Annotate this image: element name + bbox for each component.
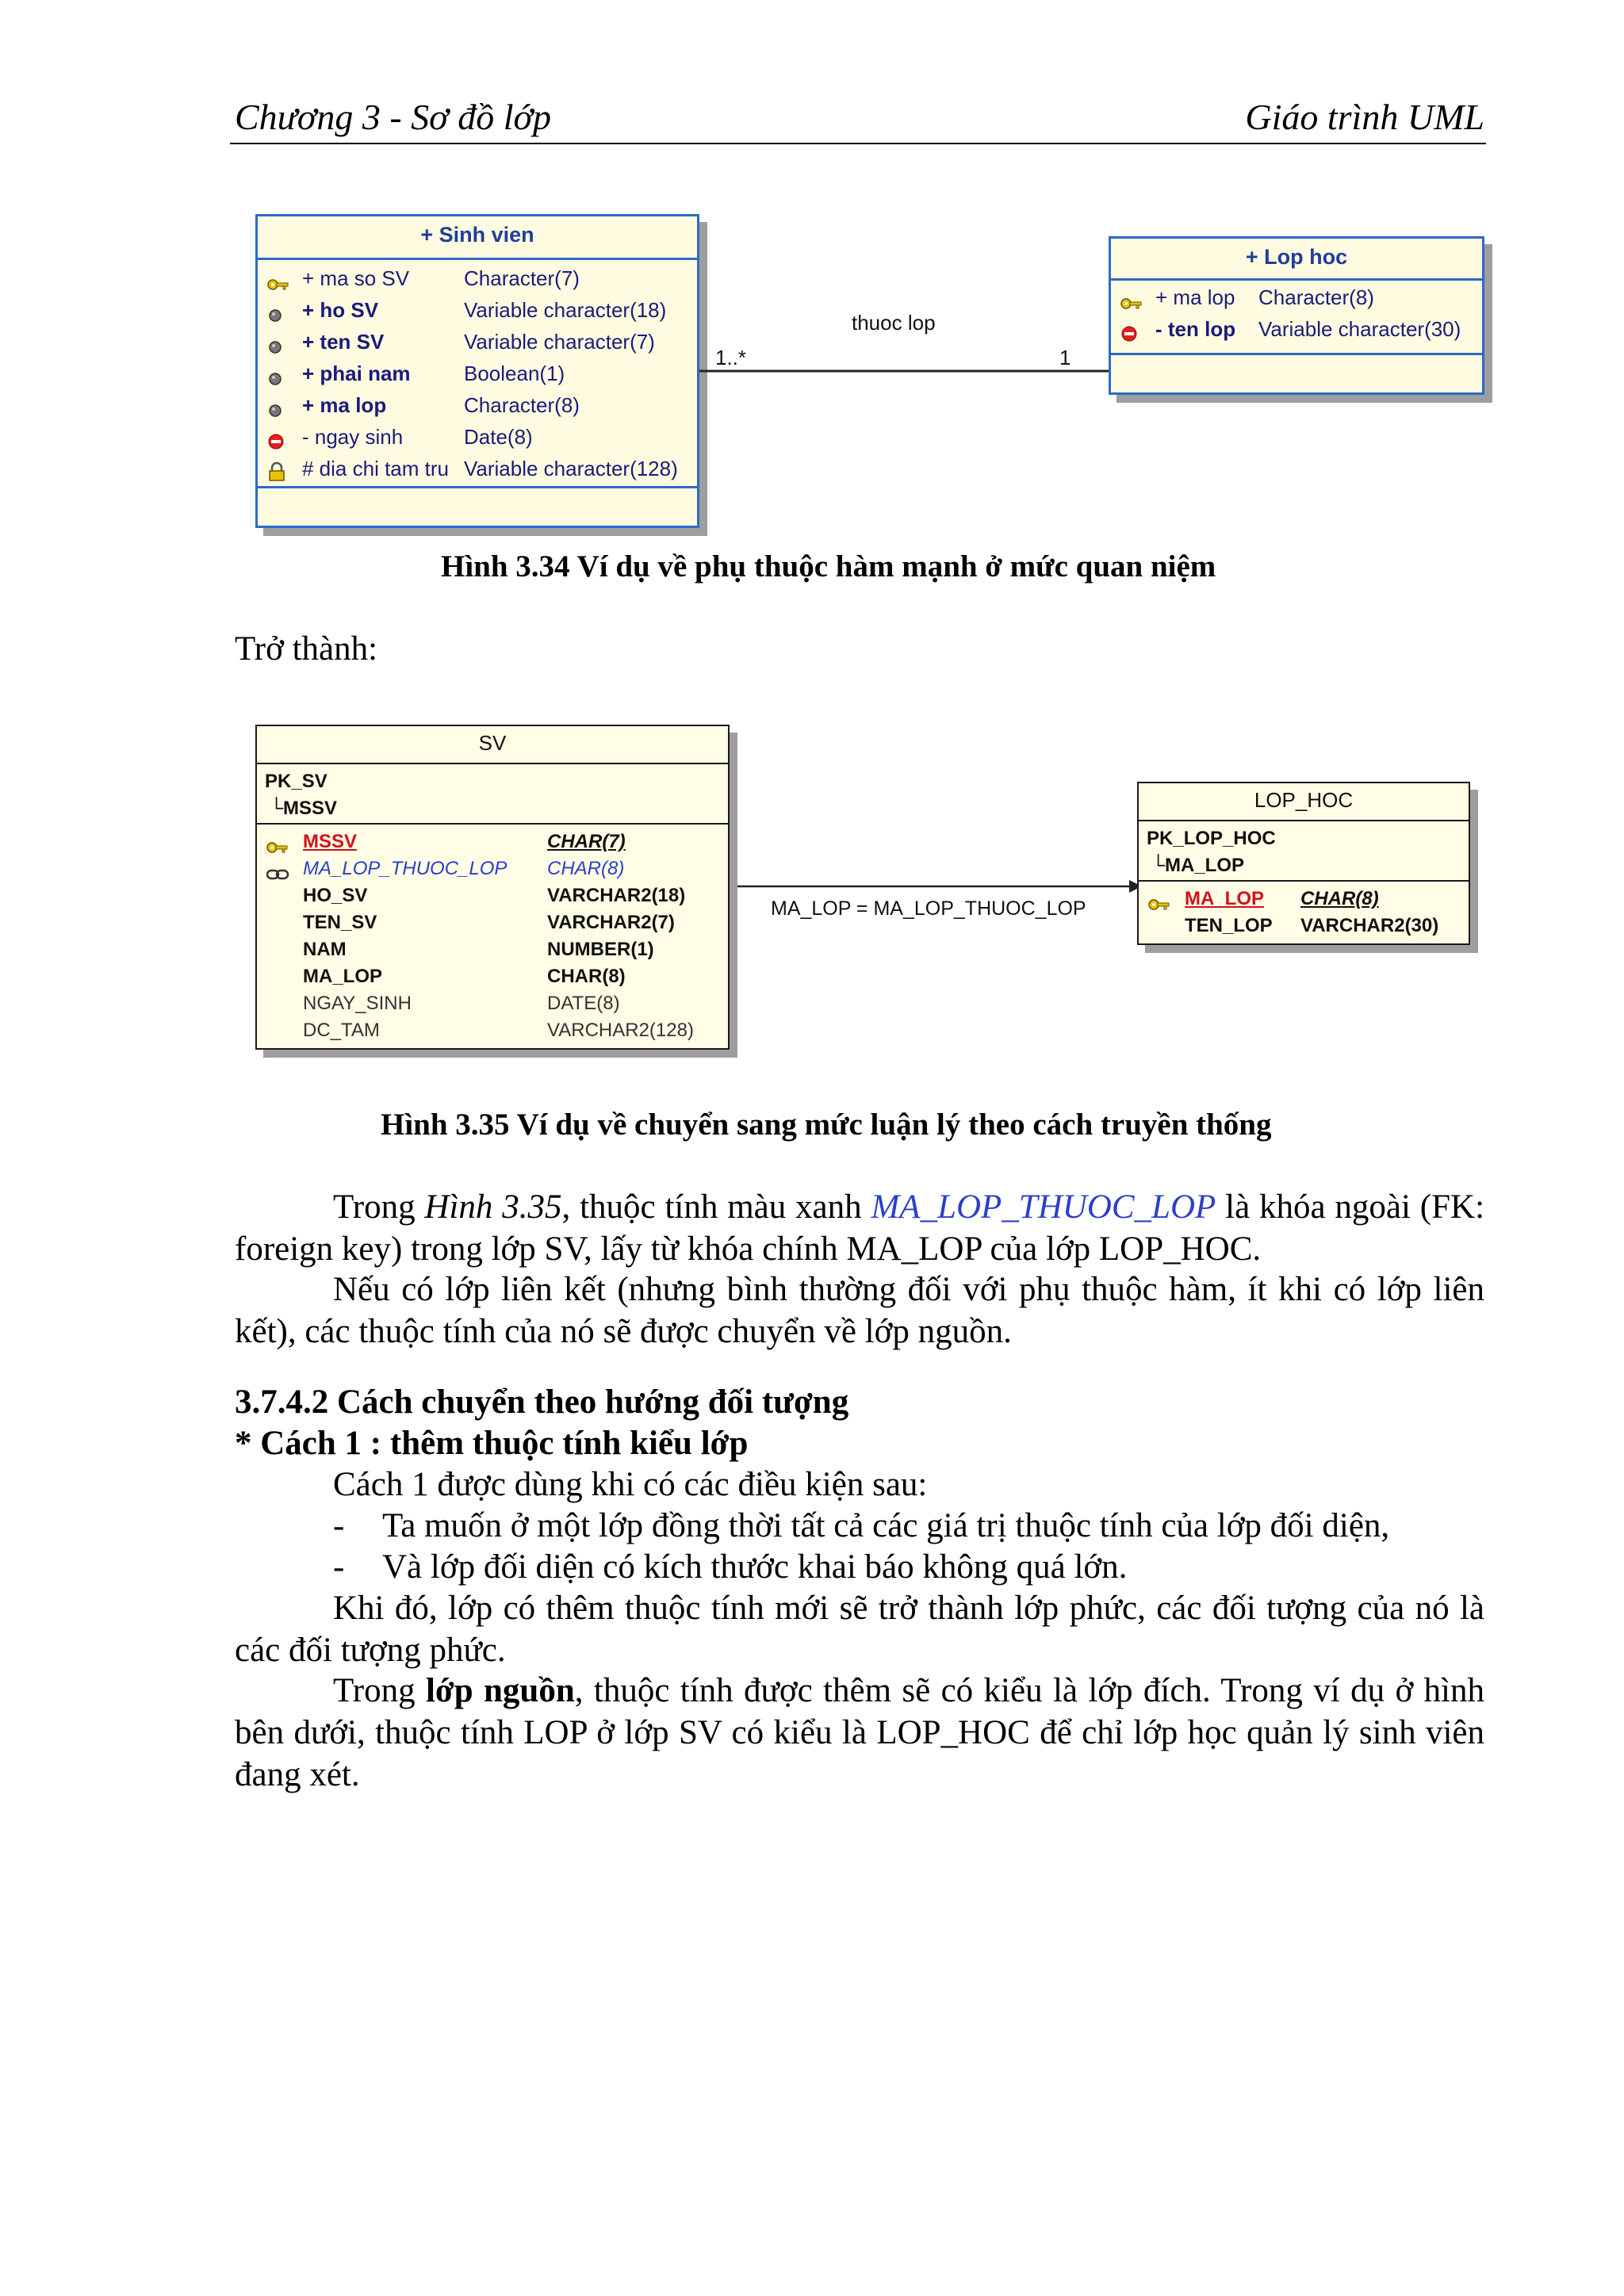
attribute-name: + ten SV: [302, 330, 385, 354]
attribute-name: + ma lop: [302, 393, 387, 417]
attribute-name: NAM: [303, 939, 347, 960]
multiplicity-left: 1..*: [715, 346, 747, 369]
attribute-type: Variable character(18): [464, 298, 667, 322]
attribute-type: DATE(8): [547, 993, 620, 1014]
table-sv: [255, 725, 730, 1050]
attribute-type: CHAR(8): [547, 858, 625, 879]
attribute-name: - ngay sinh: [302, 425, 404, 449]
text: , thuộc tính được thêm sẽ có kiểu là lớp đích. Trong ví dụ ở hình bên dưới, thuộc tính LOP ở lớp SV có kiểu là LOP_HOC để chỉ lớp học quản lý sinh viên đang xét.: [235, 1672, 1484, 1793]
attribute-row: [257, 1016, 728, 1045]
attribute-type: CHAR(7): [547, 831, 626, 852]
primary-key-name: PK_SV: [265, 771, 327, 792]
attribute-name: MA_LOP: [303, 966, 383, 987]
attribute-name: MSSV: [303, 831, 358, 852]
attribute-type: Variable character(7): [464, 330, 655, 354]
text: , thuộc tính màu xanh: [561, 1188, 871, 1226]
attribute-type: CHAR(8): [1300, 888, 1379, 909]
association-label: thuoc lop: [852, 311, 936, 335]
table-divider: [257, 823, 728, 825]
attribute-row: [257, 882, 728, 910]
attribute-name: + ma so SV: [302, 266, 410, 290]
multiplicity-right: 1: [1059, 346, 1071, 369]
page-header-right: Giáo trình UML: [1245, 97, 1484, 137]
reference-label: MA_LOP = MA_LOP_THUOC_LOP: [771, 897, 1086, 920]
attribute-type: Character(8): [1258, 285, 1374, 309]
attribute-type: Variable character(128): [464, 457, 678, 480]
attribute-type: VARCHAR2(7): [547, 912, 675, 933]
paragraph-complex-class: Khi đó, lớp có thêm thuộc tính mới sẽ trở thành lớp phức, các đối tượng của nó là các đối tượng phức.: [235, 1590, 1484, 1669]
primary-key-name: PK_LOP_HOC: [1147, 828, 1276, 849]
class-title: + Sinh vien: [420, 223, 534, 247]
attribute-name: TEN_LOP: [1185, 915, 1273, 936]
page-header-left: Chương 3 - Sơ đồ lớp: [235, 97, 552, 137]
figure-caption: Hình 3.35 Ví dụ về chuyển sang mức luận lý theo cách truyền thống: [381, 1108, 1272, 1142]
bullet-item: Và lớp đối diện có kích thước khai báo không quá lớn.: [382, 1548, 1128, 1586]
class-title: + Lop hoc: [1245, 245, 1348, 269]
bullet-mark: -: [333, 1507, 345, 1544]
table-title: SV: [478, 731, 507, 755]
attribute-type: VARCHAR2(30): [1300, 915, 1439, 936]
subheading-cach1: * Cách 1 : thêm thuộc tính kiểu lớp: [235, 1425, 749, 1462]
attribute-name: + ho SV: [302, 298, 379, 322]
attribute-name: TEN_SV: [303, 912, 377, 933]
attribute-type: NUMBER(1): [547, 939, 654, 960]
attribute-name: + ma lop: [1155, 285, 1235, 309]
paragraph: Cách 1 được dùng khi có các điều kiện sau:: [333, 1466, 928, 1503]
table-title: LOP_HOC: [1254, 788, 1354, 812]
section-heading: 3.7.4.2 Cách chuyển theo hướng đối tượng: [235, 1383, 849, 1421]
attribute-name: MA_LOP: [1185, 888, 1265, 909]
attribute-name: HO_SV: [303, 885, 368, 906]
primary-key-column: └MA_LOP: [1151, 855, 1245, 876]
attribute-row: [1139, 912, 1469, 940]
attribute-name: DC_TAM: [303, 1020, 380, 1041]
paragraph-fk-explanation: [235, 1186, 1484, 1270]
table-divider: [1139, 880, 1469, 882]
text: là khóa ngoài (FK: foreign key) trong lớp SV, lấy từ khóa chính MA_LOP của lớp LOP_HOC.: [235, 1188, 1485, 1268]
figure-reference: Hình 3.35: [424, 1188, 562, 1226]
paragraph-association-class: Nếu có lớp liên kết (nhưng bình thường đối với phụ thuộc hàm, ít khi có lớp liên kết), các thuộc tính của nó sẽ được chuyển về lớp nguồn.: [235, 1271, 1484, 1350]
attribute-name: # dia chi tam tru: [302, 457, 449, 480]
attribute-name: + phai nam: [302, 362, 411, 385]
attribute-type: Variable character(30): [1258, 317, 1461, 341]
figure-caption: Hình 3.34 Ví dụ về phụ thuộc hàm mạnh ở mức quan niệm: [441, 549, 1216, 584]
attribute-type: Boolean(1): [464, 362, 565, 385]
primary-key-column: └MSSV: [270, 798, 338, 819]
bold-term: lớp nguồn: [425, 1672, 575, 1709]
attribute-row: [257, 989, 728, 1018]
foreign-key-highlight: MA_LOP_THUOC_LOP: [871, 1188, 1216, 1226]
text: Trong: [333, 1188, 425, 1226]
attribute-type: CHAR(8): [547, 966, 626, 987]
table-divider: [257, 763, 728, 764]
paragraph: Trở thành:: [235, 630, 378, 668]
attribute-name: NGAY_SINH: [303, 993, 412, 1014]
attribute-row: [257, 855, 728, 883]
attribute-row: [1139, 885, 1469, 913]
attribute-row: [257, 936, 728, 964]
attribute-type: VARCHAR2(18): [547, 885, 686, 906]
attribute-type: Character(8): [464, 393, 580, 417]
attribute-row: [257, 962, 728, 991]
attribute-type: Character(7): [464, 266, 580, 290]
table-lop-hoc: [1137, 782, 1470, 945]
table-divider: [1139, 820, 1469, 821]
attribute-name: MA_LOP_THUOC_LOP: [303, 858, 508, 879]
attribute-type: Date(8): [464, 425, 533, 449]
attribute-row: [257, 909, 728, 937]
attribute-type: VARCHAR2(128): [547, 1020, 694, 1041]
attribute-name: - ten lop: [1155, 317, 1236, 341]
attribute-row: [257, 828, 728, 856]
paragraph-source-class: [235, 1670, 1484, 1796]
bullet-item: Ta muốn ở một lớp đồng thời tất cả các giá trị thuộc tính của lớp đối diện,: [382, 1507, 1390, 1544]
text: Trong: [333, 1672, 426, 1709]
bullet-mark: -: [333, 1548, 345, 1586]
